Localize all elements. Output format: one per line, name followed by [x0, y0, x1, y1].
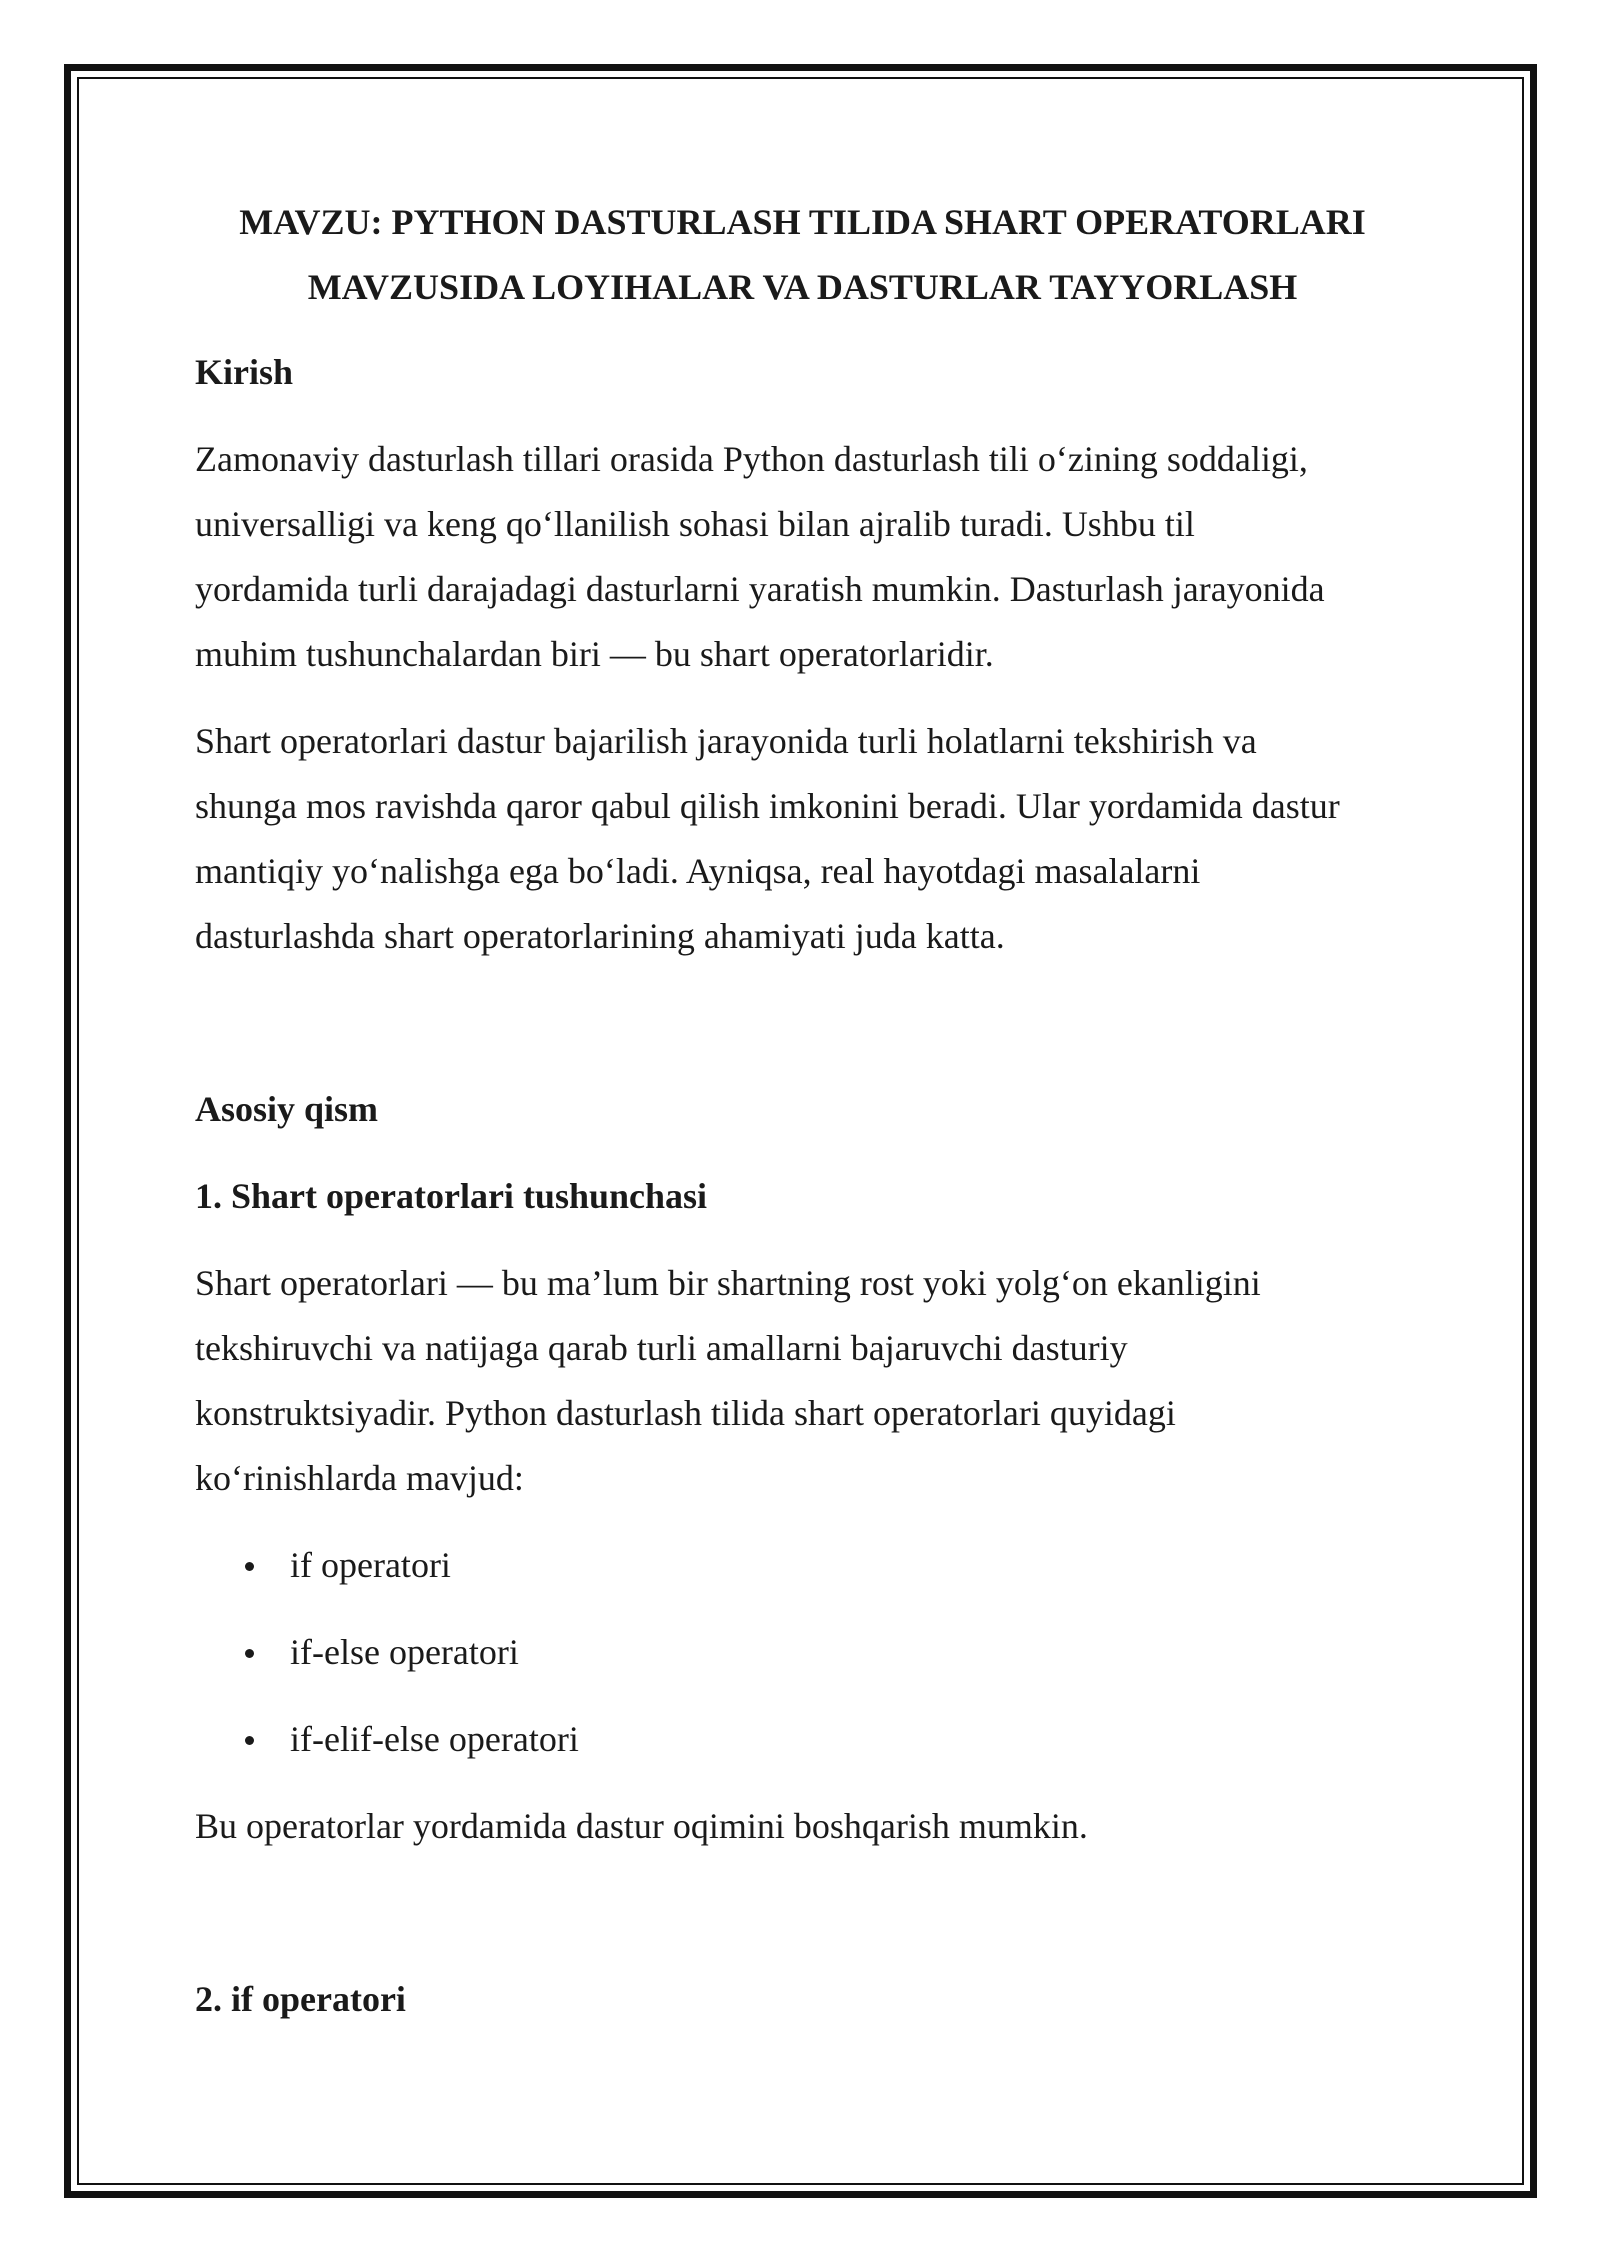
list-item-text: if-else operatori — [290, 1632, 519, 1672]
intro-paragraph-1 — [195, 427, 1410, 687]
text-line: Shart operatorlari dastur bajarilish jarayonida turli holatlarni tekshirish va — [195, 721, 1257, 761]
list-item-text: if-elif-else operatori — [290, 1719, 579, 1759]
text-line: Shart operatorlari — bu ma’lum bir shartning rost yoki yolg‘on ekanligini — [195, 1263, 1261, 1303]
section-1-heading: 1. Shart operatorlari tushunchasi — [195, 1176, 708, 1216]
title-line-2: MAVZUSIDA LOYIHALAR VA DASTURLAR TAYYORLASH — [307, 267, 1298, 307]
intro-paragraph-2 — [195, 709, 1410, 969]
bullet-icon — [245, 1649, 254, 1658]
section-1-closing: Bu operatorlar yordamida dastur oqimini boshqarish mumkin. — [195, 1806, 1088, 1846]
text-line: dasturlashda shart operatorlarining ahamiyati juda katta. — [195, 916, 1005, 956]
list-item-text: if operatori — [290, 1545, 451, 1585]
text-line: mantiqiy yo‘nalishga ega bo‘ladi. Ayniqsa, real hayotdagi masalalarni — [195, 851, 1201, 891]
text-line: konstruktsiyadir. Python dasturlash tilida shart operatorlari quyidagi — [195, 1393, 1176, 1433]
document-title — [195, 190, 1410, 320]
text-line: universalligi va keng qo‘llanilish sohasi bilan ajralib turadi. Ushbu til — [195, 504, 1195, 544]
section-2-heading: 2. if operatori — [195, 1979, 406, 2019]
document-body — [195, 190, 1410, 2032]
text-line: Zamonaviy dasturlash tillari orasida Python dasturlash tili o‘zining soddaligi, — [195, 439, 1308, 479]
list-item — [195, 1707, 1410, 1772]
text-line: yordamida turli darajadagi dasturlarni yaratish mumkin. Dasturlash jarayonida — [195, 569, 1325, 609]
text-line: shunga mos ravishda qaror qabul qilish imkonini beradi. Ular yordamida dastur — [195, 786, 1340, 826]
text-line: tekshiruvchi va natijaga qarab turli amallarni bajaruvchi dasturiy — [195, 1328, 1128, 1368]
intro-heading: Kirish — [195, 352, 294, 392]
bullet-icon — [245, 1562, 254, 1571]
text-line: ko‘rinishlarda mavjud: — [195, 1458, 524, 1498]
list-item — [195, 1620, 1410, 1685]
list-item — [195, 1533, 1410, 1598]
operator-list — [195, 1533, 1410, 1772]
text-line: muhim tushunchalardan biri — bu shart operatorlaridir. — [195, 634, 994, 674]
main-heading: Asosiy qism — [195, 1089, 379, 1129]
bullet-icon — [245, 1736, 254, 1745]
title-line-1: MAVZU: PYTHON DASTURLASH TILIDA SHART OPERATORLARI — [239, 202, 1366, 242]
section-1-paragraph — [195, 1251, 1410, 1511]
